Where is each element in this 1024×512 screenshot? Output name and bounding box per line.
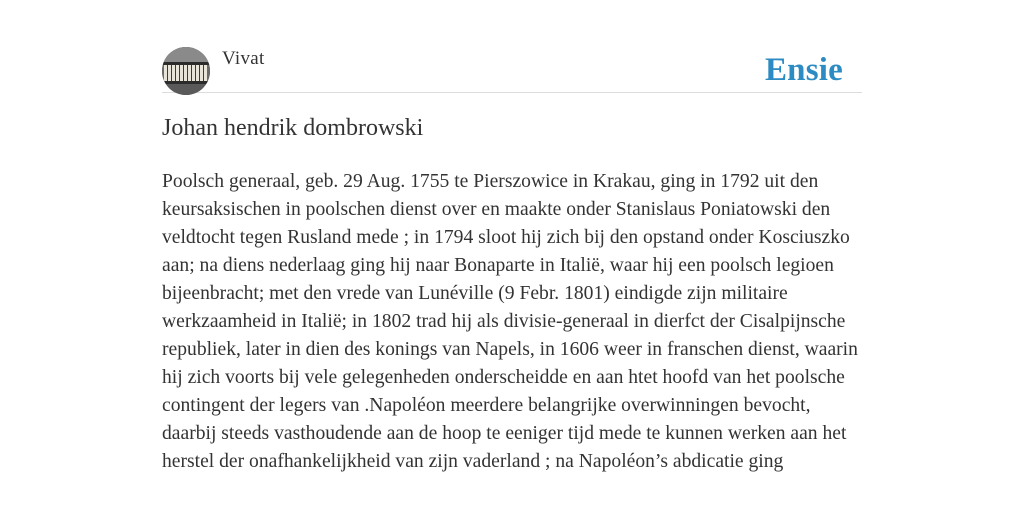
books-avatar-icon bbox=[162, 47, 210, 95]
page-header bbox=[162, 46, 862, 93]
brand-logo[interactable]: Ensie bbox=[764, 52, 843, 88]
author-name[interactable]: Vivat bbox=[222, 48, 265, 69]
article-body: Poolsch generaal, geb. 29 Aug. 1755 te Pierszowice in Krakau, ging in 1792 uit den keursaksischen in poolschen dienst over en maakte onder Stanislaus Poniatowski den veldtocht tegen Rusland mede ; in 1794 sloot hij zich bij den opstand onder Kosciuszko aan; na diens nederlaag ging hij naar Bonaparte in Italië, waar hij een poolsch legioen bijeenbracht; met den vrede van Lunéville (9 Febr. 1801) eindigde zijn militaire werkzaamheid in Italië; in 1802 trad hij als divisie-generaal in dierfct der Cisalpijnsche republiek, later in dien des konings van Napels, in 1606 weer in franschen dienst, waarin hij zich voorts bij vele gelegenheden onderscheidde en aan htet hoofd van het poolsche contingent der legers van .Napoléon meerdere belangrijke overwinningen bevocht, daarbij steeds vasthoudende aan de hoop te eeniger tijd mede te kunnen werken aan het herstel der onafhankelijkheid van zijn vaderland ; na Napoléon’s abdicatie ging bbox=[162, 171, 858, 472]
article-title: Johan hendrik dombrowski bbox=[162, 115, 424, 141]
author-avatar[interactable] bbox=[162, 47, 210, 95]
